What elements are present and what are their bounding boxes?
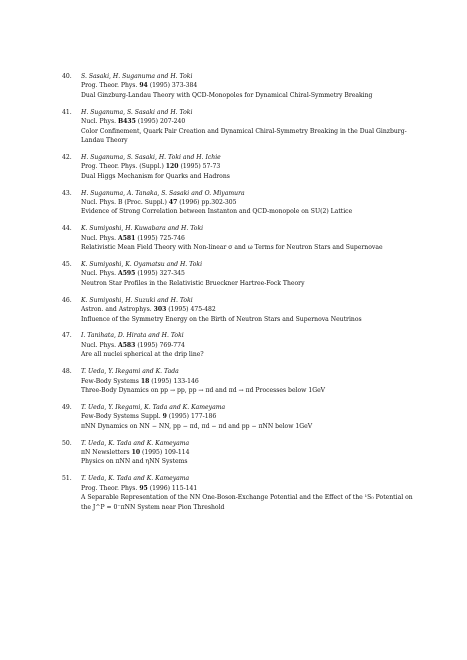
reference-title: Dual Higgs Mechanism for Quarks and Hadrons	[81, 172, 230, 180]
reference-authors: T. Ueda, K. Tada and K. Kameyama	[81, 475, 190, 483]
journal-volume: B435	[117, 118, 136, 126]
reference-number: 49.	[62, 403, 72, 411]
reference-number: 47.	[62, 332, 72, 340]
reference-authors: S. Sasaki, H. Suganuma and H. Toki	[81, 73, 193, 80]
reference-item	[61, 439, 421, 467]
reference-journal: Prog. Theor. Phys. 95 (1996) 115-141	[81, 484, 198, 492]
reference-item	[61, 108, 421, 146]
reference-journal: Prog. Theor. Phys. (Suppl.) 120 (1995) 57-73	[81, 163, 221, 171]
reference-title: Are all nuclei spherical at the drip line?	[81, 351, 204, 359]
reference-authors: K. Sumiyoshi, K. Oyamatsu and H. Toki	[81, 261, 203, 268]
reference-item	[61, 72, 421, 100]
reference-number: 40.	[62, 73, 72, 80]
reference-title: Influence of the Symmetry Energy on the Birth of Neutron Stars and Supernova Neutrinos	[81, 315, 362, 323]
reference-item	[61, 153, 421, 181]
reference-number: 43.	[62, 189, 72, 197]
reference-authors: K. Sumiyoshi, H. Kuwabara and H. Toki	[81, 225, 204, 233]
reference-item	[61, 331, 421, 359]
reference-number: 46.	[62, 296, 72, 304]
journal-volume: 10	[131, 449, 141, 456]
reference-journal: Nucl. Phys. A595 (1995) 327-345	[81, 270, 185, 278]
reference-authors: H. Suganuma, A. Tanaka, S. Sasaki and O. Miyamura	[81, 189, 245, 197]
reference-authors: H. Suganuma, S. Sasaki and H. Toki	[81, 108, 193, 116]
reference-title: Neutron Star Profiles in the Relativistic Brueckner Hartree-Fock Theory	[81, 279, 305, 287]
journal-volume: 95	[139, 484, 148, 492]
reference-item	[61, 224, 421, 252]
journal-volume: A581	[117, 234, 136, 242]
reference-title: Dual Ginzburg-Landau Theory with QCD-Monopoles for Dynamical Chiral-Symmetry Breaking	[81, 91, 373, 99]
reference-title: Evidence of Strong Correlation between Instanton and QCD-monopole on SU(2) Lattice	[81, 208, 353, 216]
journal-volume: 18	[140, 377, 150, 385]
reference-item	[61, 189, 421, 217]
reference-title: Three-Body Dynamics on pp → pp, pp → πd and πd → πd Processes below 1GeV	[81, 386, 326, 394]
reference-journal: Nucl. Phys. A583 (1995) 769-774	[81, 341, 185, 349]
reference-item	[61, 260, 421, 288]
reference-title: Color Confinement, Quark Pair Creation and Dynamical Chiral-Symmetry Breaking in the Dual Ginzburg-Landau Theory	[81, 127, 407, 144]
reference-title: πNN Dynamics on NN − NN, pp − πd, πd − πd and pp − πNN below 1GeV	[81, 422, 313, 430]
reference-title: Physics on πNN and ηNN Systems	[81, 458, 188, 466]
reference-number: 45.	[62, 261, 72, 268]
reference-journal: Nucl. Phys. B435 (1995) 207-240	[81, 118, 186, 126]
reference-title: A Separable Representation of the NN One-Boson-Exchange Potential and the Effect of the ¹S₀ Potential on the J^P = 0⁻πNN System near Pion Threshold	[81, 494, 413, 511]
reference-number: 50.	[62, 439, 72, 447]
reference-journal: πN Newsletters 10 (1995) 109-114	[81, 449, 190, 456]
reference-item	[61, 403, 421, 431]
reference-number: 51.	[62, 475, 72, 483]
reference-journal: Nucl. Phys. B (Proc. Suppl.) 47 (1996) pp.302-305	[81, 198, 237, 206]
journal-volume: 120	[165, 163, 179, 171]
reference-item	[61, 367, 421, 395]
reference-list	[61, 72, 421, 519]
reference-journal: Nucl. Phys. A581 (1995) 725-746	[81, 234, 185, 242]
reference-authors: T. Ueda, Y. Ikegami, K. Tada and K. Kameyama	[81, 403, 226, 411]
journal-volume: 47	[168, 198, 178, 206]
reference-authors: I. Tanihata, D. Hirata and H. Toki	[81, 332, 184, 340]
journal-volume: 9	[162, 413, 167, 421]
reference-number: 41.	[62, 108, 72, 116]
journal-volume: 303	[153, 306, 167, 314]
reference-authors: T. Ueda, K. Tada and K. Kameyama	[81, 439, 190, 447]
reference-number: 48.	[62, 368, 72, 376]
reference-title: Relativistic Mean Field Theory with Non-linear σ and ω Terms for Neutron Stars and Supernovae	[81, 244, 383, 252]
reference-authors: T. Ueda, Y. Ikegami and K. Tada	[81, 368, 179, 376]
journal-volume: 94	[139, 82, 148, 90]
reference-item	[61, 296, 421, 324]
reference-item	[61, 474, 421, 512]
reference-authors: H. Suganuma, S. Sasaki, H. Toki and H. Ichie	[81, 153, 221, 161]
reference-journal: Few-Body Systems 18 (1995) 133-146	[81, 377, 199, 385]
reference-number: 42.	[62, 153, 72, 161]
reference-journal: Astron. and Astrophys. 303 (1995) 475-482	[81, 306, 216, 314]
reference-journal: Few-Body Systems Suppl. 9 (1995) 177-186	[81, 413, 217, 421]
journal-volume: A583	[117, 341, 136, 349]
reference-number: 44.	[62, 225, 72, 233]
journal-volume: A595	[117, 270, 136, 278]
reference-journal: Prog. Theor. Phys. 94 (1995) 373-384	[81, 82, 198, 90]
reference-authors: K. Sumiyoshi, H. Suzuki and H. Toki	[81, 296, 193, 304]
